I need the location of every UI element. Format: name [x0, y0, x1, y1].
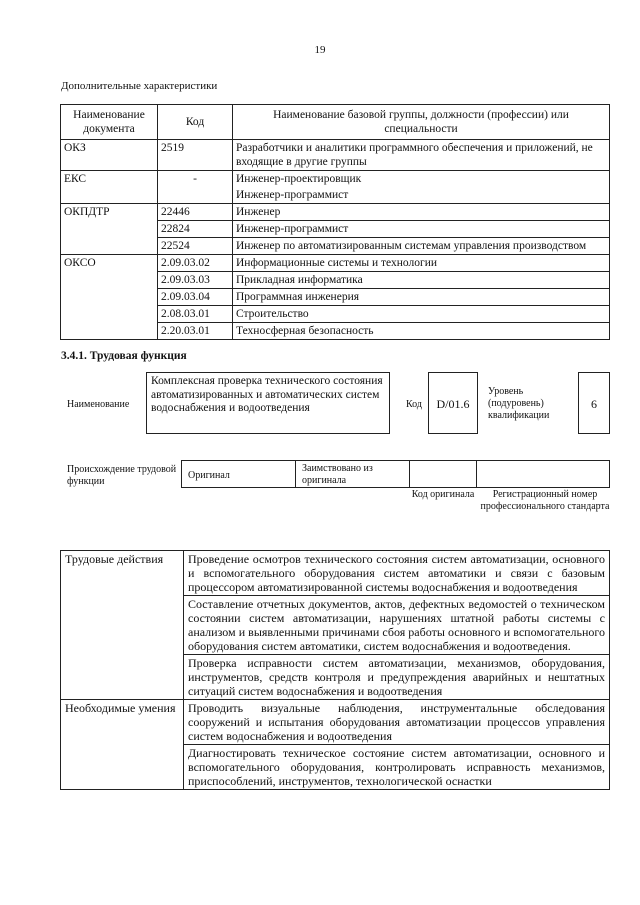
name-cell: Информационные системы и технологии: [233, 255, 610, 272]
table-row: [61, 204, 610, 221]
reg-number-label: Регистрационный номер профессионального стандарта: [480, 489, 610, 512]
table-row: [61, 255, 610, 272]
origin-row: [181, 460, 610, 488]
section-label: Трудовые действия: [61, 551, 184, 700]
name-cell: Разработчики и аналитики программного обеспечения и приложений, не входящие в другие группы: [233, 140, 610, 171]
code-cell: 2.09.03.03: [158, 272, 233, 289]
reg-number-cell: [477, 461, 609, 487]
code-cell: 22524: [158, 238, 233, 255]
doc-cell: ОКЗ: [61, 140, 158, 171]
additional-characteristics-title: Дополнительные характеристики: [61, 80, 218, 92]
name-cell: Инженер-программист: [233, 187, 610, 204]
level-label: Уровень (подуровень) квалификации: [488, 386, 550, 421]
level-box: 6: [578, 372, 610, 434]
code-cell: 2.09.03.04: [158, 289, 233, 306]
table-header-row: [61, 105, 610, 140]
code-cell: 22446: [158, 204, 233, 221]
code-label: Код: [406, 399, 422, 410]
function-title: 3.4.1. Трудовая функция: [61, 350, 187, 362]
name-cell: Программная инженерия: [233, 289, 610, 306]
origin-label: Происхождение трудовой функции: [67, 464, 177, 487]
header-document: Наименование документа: [61, 105, 158, 140]
action-item: Проверка исправности систем автоматизации, механизмов, оборудования, инструментов, средств контроля и предупреждения аварийных и нештатных ситуаций систем водоснабжения и водоотведения: [184, 655, 610, 700]
skill-item: Диагностировать техническое состояние систем автоматизации, основного и вспомогательного оборудования, контролировать исправность механизмов, приспособлений, инструментов, технологической оснастки: [184, 745, 610, 790]
origin-original-cell: Оригинал: [182, 461, 296, 487]
code-cell: 22824: [158, 221, 233, 238]
table-row: [61, 140, 610, 171]
doc-cell: ЕКС: [61, 171, 158, 204]
code-cell: -: [158, 171, 233, 204]
labor-actions-table: [60, 550, 610, 790]
code-cell: 2.20.03.01: [158, 323, 233, 340]
table-row: [61, 171, 610, 188]
name-label: Наименование: [67, 399, 130, 410]
code-cell: 2.09.03.02: [158, 255, 233, 272]
origin-code-cell: [410, 461, 477, 487]
name-cell: Техносферная безопасность: [233, 323, 610, 340]
doc-cell: ОКСО: [61, 255, 158, 340]
table-row: [61, 551, 610, 596]
name-cell: Инженер-проектировщик: [233, 171, 610, 188]
origin-code-label: Код оригинала: [411, 489, 475, 500]
header-code: Код: [158, 105, 233, 140]
header-name: Наименование базовой группы, должности (профессии) или специальности: [233, 105, 610, 140]
origin-borrowed-cell: Заимствовано из оригинала: [296, 461, 410, 487]
characteristics-table: [60, 104, 610, 340]
skill-item: Проводить визуальные наблюдения, инструментальные обследования сооружений и испытания оборудования автоматизации процессов управления систем водоснабжения и водоотведения: [184, 700, 610, 745]
name-cell: Строительство: [233, 306, 610, 323]
doc-cell: ОКПДТР: [61, 204, 158, 255]
section-label: Необходимые умения: [61, 700, 184, 790]
name-cell: Инженер: [233, 204, 610, 221]
name-cell: Инженер по автоматизированным системам управления производством: [233, 238, 610, 255]
name-cell: Инженер-программист: [233, 221, 610, 238]
table-row: [61, 700, 610, 745]
action-item: Составление отчетных документов, актов, дефектных ведомостей о техническом состоянии систем автоматизации, нарушениях штатной работы системы с анализом и выявленными причинами сбоя работы основного и вспомогательного оборудования систем автоматики, систем водоснабжения и водоотведения.: [184, 596, 610, 655]
function-name-box: Комплексная проверка технического состояния автоматизированных и автоматических систем водоснабжения и водоотведения: [146, 372, 390, 434]
name-cell: Прикладная информатика: [233, 272, 610, 289]
function-code-box: D/01.6: [428, 372, 478, 434]
code-cell: 2519: [158, 140, 233, 171]
code-cell: 2.08.03.01: [158, 306, 233, 323]
page-number: 19: [314, 44, 326, 56]
action-item: Проведение осмотров технического состояния систем автоматизации, основного и вспомогательного оборудования систем автоматики и связи с базовым процессором автоматизированной системы водоснабжения и водоотведения: [184, 551, 610, 596]
